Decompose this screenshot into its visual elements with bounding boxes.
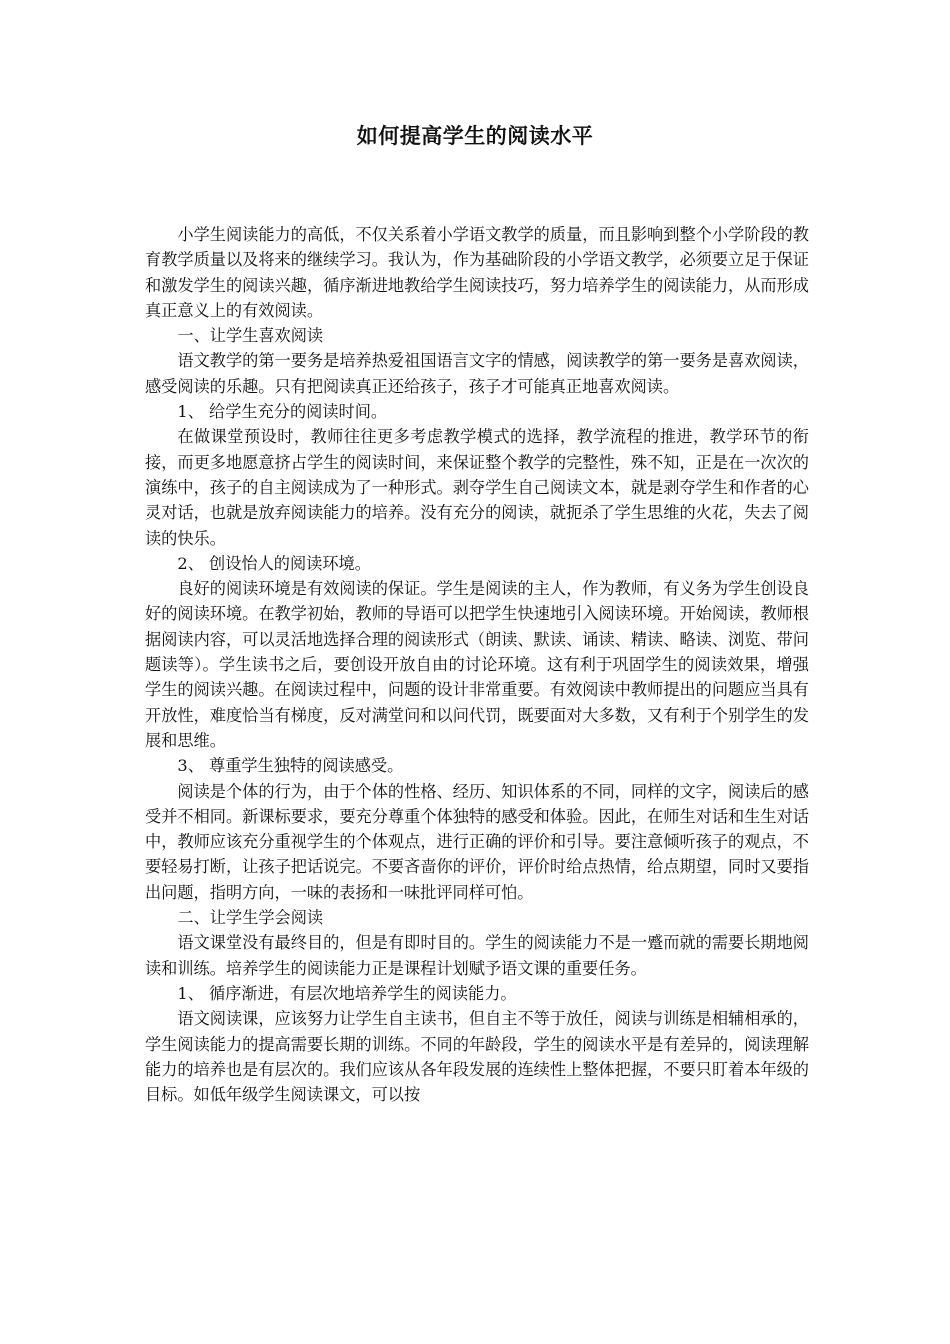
body-paragraph: 语文课堂没有最终目的，但是有即时目的。学生的阅读能力不是一蹙而就的需要长期地阅读和训练。培养学生的阅读能力正是课程计划赋予语文课的重要任务。	[145, 933, 809, 978]
document-body	[145, 222, 809, 1107]
body-paragraph: 语文阅读课，应该努力让学生自主读书，但自主不等于放任，阅读与训练是相辅相承的，学生阅读能力的提高需要长期的训练。不同的年龄段，学生的阅读水平是有差异的，阅读理解能力的培养也是有层次的。我们应该从各年段发展的连续性上整体把握，不要只盯着本年级的目标。如低年级学生阅读课文，可以按	[145, 1009, 809, 1105]
section-heading: 1、 循序渐进，有层次地培养学生的阅读能力。	[177, 983, 517, 1003]
body-paragraph: 在做课堂预设时，教师往往更多考虑教学模式的选择，教学流程的推进，教学环节的衔接，而更多地愿意挤占学生的阅读时间，来保证整个教学的完整性，殊不知，正是在一次次的演练中，孩子的自主阅读成为了一种形式。剥夺学生自己阅读文本，就是剥夺学生和作者的心灵对话，也就是放弃阅读能力的培养。没有充分的阅读，就扼杀了学生思维的火花，失去了阅读的快乐。	[145, 427, 809, 548]
body-paragraph: 良好的阅读环境是有效阅读的保证。学生是阅读的主人，作为教师，有义务为学生创设良好的阅读环境。在教学初始，教师的导语可以把学生快速地引入阅读环境。开始阅读，教师根据阅读内容，可以灵活地选择合理的阅读形式（朗读、默读、诵读、精读、略读、浏览、带问题读等）。学生读书之后，要创设开放自由的讨论环境。这有利于巩固学生的阅读效果，增强学生的阅读兴趣。在阅读过程中，问题的设计非常重要。有效阅读中教师提出的问题应当具有开放性，难度恰当有梯度，反对满堂问和以问代罚，既要面对大多数，又有利于个别学生的发展和思维。	[145, 579, 809, 750]
document-title: 如何提高学生的阅读水平	[356, 124, 594, 148]
body-paragraph: 阅读是个体的行为，由于个体的性格、经历、知识体系的不同，同样的文字，阅读后的感受并不相同。新课标要求，要充分尊重个体独特的感受和体验。因此，在师生对话和生生对话中，教师应该充分重视学生的个体观点，进行正确的评价和引导。要注意倾听孩子的观点，不要轻易打断，让孩子把话说完。不要吝啬你的评价，评价时给点热情，给点期望，同时又要指出问题，指明方向，一味的表扬和一味批评同样可怕。	[145, 781, 809, 902]
section-heading: 3、 尊重学生独特的阅读感受。	[177, 756, 404, 776]
section-heading: 二、让学生学会阅读	[177, 908, 324, 928]
section-heading: 1、 给学生充分的阅读时间。	[177, 402, 388, 422]
section-heading: 2、 创设怡人的阅读环境。	[177, 553, 371, 573]
section-heading: 一、让学生喜欢阅读	[177, 326, 324, 346]
body-paragraph: 语文教学的第一要务是培养热爱祖国语言文字的情感，阅读教学的第一要务是喜欢阅读，感受阅读的乐趣。只有把阅读真正还给孩子，孩子才可能真正地喜欢阅读。	[145, 351, 809, 396]
body-paragraph: 小学生阅读能力的高低，不仅关系着小学语文教学的质量，而且影响到整个小学阶段的教育教学质量以及将来的继续学习。我认为，作为基础阶段的小学语文教学，必须要立足于保证和激发学生的阅读兴趣，循序渐进地教给学生阅读技巧，努力培养学生的阅读能力，从而形成真正意义上的有效阅读。	[145, 225, 809, 320]
